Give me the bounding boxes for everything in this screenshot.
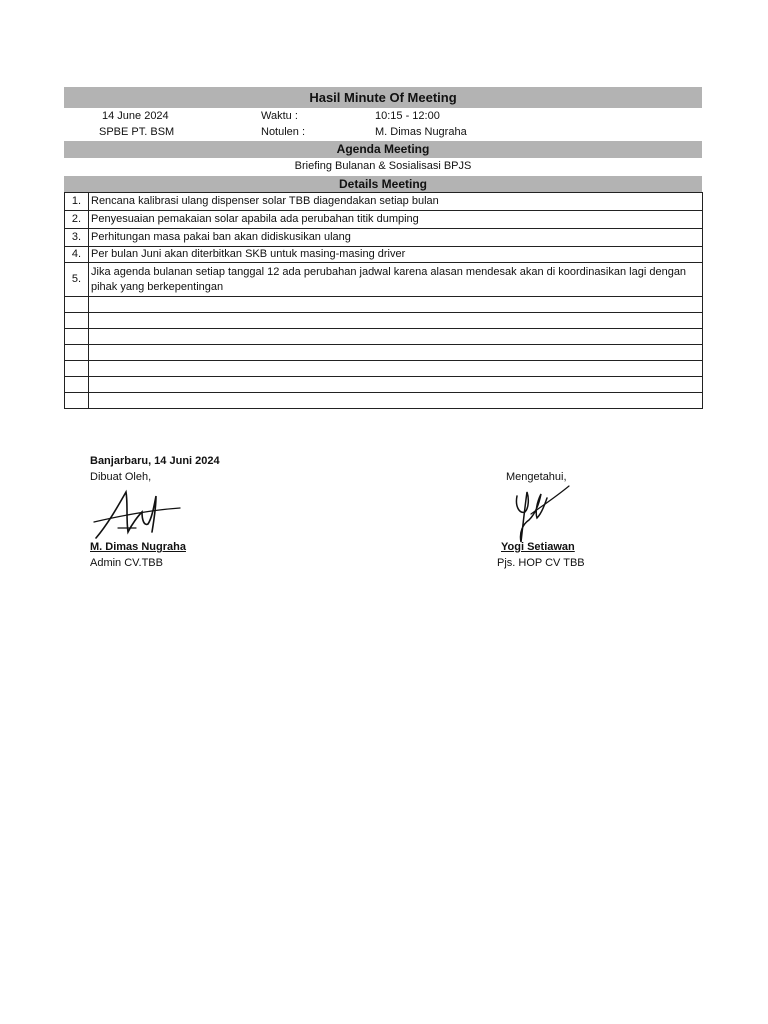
left-signature-image [90,488,185,543]
row-number [65,345,89,361]
details-row [65,329,703,345]
details-row [65,247,703,263]
details-row [65,313,703,329]
row-text [89,313,703,329]
time-label: Waktu : [261,110,298,122]
row-text [89,393,703,409]
row-text: Perhitungan masa pakai ban akan didiskusikan ulang [89,229,703,247]
right-signer-position: Pjs. HOP CV TBB [497,557,585,569]
details-heading: Details Meeting [64,176,702,193]
row-number [65,393,89,409]
row-number [65,377,89,393]
details-row [65,297,703,313]
row-number [65,297,89,313]
meeting-date: 14 June 2024 [102,110,169,122]
right-signature-caption: Mengetahui, [506,471,567,483]
details-row [65,229,703,247]
row-number [65,313,89,329]
row-text: Penyesuaian pemakaian solar apabila ada perubahan titik dumping [89,211,703,229]
row-number [65,329,89,345]
details-row [65,345,703,361]
notulen-value: M. Dimas Nugraha [375,126,467,138]
details-row [65,211,703,229]
details-row [65,193,703,211]
right-signer-name: Yogi Setiawan [501,541,575,553]
row-text: Rencana kalibrasi ulang dispenser solar TBB diagendakan setiap bulan [89,193,703,211]
notulen-label: Notulen : [261,126,306,138]
row-number: 4. [65,247,89,263]
left-signature-caption: Dibuat Oleh, [90,471,152,483]
document-title: Hasil Minute Of Meeting [64,87,702,108]
row-number: 5. [65,263,89,297]
details-row [65,361,703,377]
details-row [65,377,703,393]
row-number [65,361,89,377]
row-text [89,297,703,313]
row-number: 3. [65,229,89,247]
meeting-location: SPBE PT. BSM [99,126,175,138]
row-text [89,329,703,345]
left-signer-name: M. Dimas Nugraha [90,541,186,553]
row-text [89,361,703,377]
place-date: Banjarbaru, 14 Juni 2024 [90,455,220,467]
details-table [64,192,703,409]
agenda-heading: Agenda Meeting [64,141,702,158]
time-value: 10:15 - 12:00 [375,110,440,122]
left-signer-position: Admin CV.TBB [90,557,163,569]
row-number: 1. [65,193,89,211]
row-number: 2. [65,211,89,229]
agenda-text: Briefing Bulanan & Sosialisasi BPJS [294,160,472,172]
row-text: Per bulan Juni akan diterbitkan SKB untuk masing-masing driver [89,247,703,263]
row-text [89,377,703,393]
row-text [89,345,703,361]
details-row [65,393,703,409]
row-text: Jika agenda bulanan setiap tanggal 12 ada perubahan jadwal karena alasan mendesak akan di koordinasikan lagi dengan pihak yang berkepentingan [89,263,703,297]
right-signature-image [505,484,575,546]
details-row [65,263,703,297]
